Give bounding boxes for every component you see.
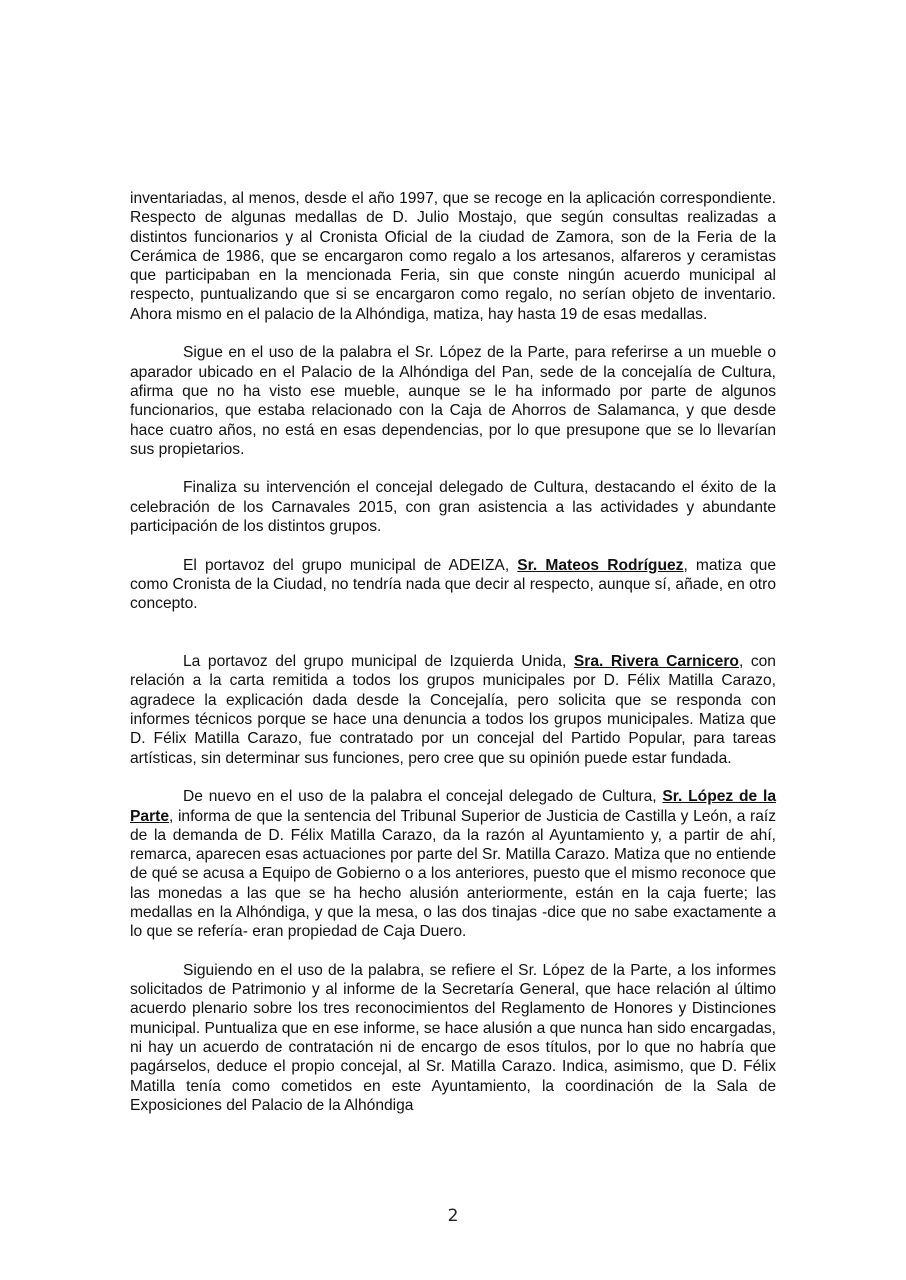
paragraph-5-lead: La portavoz del grupo municipal de Izquierda Unida, [183,653,574,671]
paragraph-1: inventariadas, al menos, desde el año 1997, que se recoge en la aplicación correspondiente. Respecto de algunas medallas de D. Julio Mostajo, que según consultas realizadas a distintos funcionarios y al Cronista Oficial de la ciudad de Zamora, son de la Feria de la Cerámica de 1986, que se encargaron como regalo a los artesanos, alfareros y ceramistas que participaban en la mencionada Feria, sin que conste ningún acuerdo municipal al respecto, puntualizando que si se encargaron como regalo, no serían objeto de inventario. Ahora mismo en el palacio de la Alhóndiga, matiza, hay hasta 19 de esas medallas. [130,190,776,323]
paragraph-4-lead: El portavoz del grupo municipal de ADEIZA, [183,556,518,574]
paragraph-4 [130,556,776,614]
speaker-name: Sr. Mateos Rodríguez [517,556,684,574]
paragraph-3: Finaliza su intervención el concejal delegado de Cultura, destacando el éxito de la celebración de los Carnavales 2015, con gran asistencia a las actividades y abundante participación de los distintos grupos. [130,479,776,536]
page-number: 2 [447,1206,459,1226]
speaker-name: Sra. Rivera Carnicero [573,653,739,671]
paragraph-6 [130,787,776,941]
speaker-name: Sr. López de la Parte [130,788,776,825]
paragraph-6-lead: De nuevo en el uso de la palabra el concejal delegado de Cultura, [183,788,663,806]
paragraph-4-rest: , matiza que como Cronista de la Ciudad, no tendría nada que decir al respecto, aunque sí, añade, en otro concepto. [130,556,776,613]
paragraph-2: Sigue en el uso de la palabra el Sr. López de la Parte, para referirse a un mueble o aparador ubicado en el Palacio de la Alhóndiga del Pan, sede de la concejalía de Cultura, afirma que no ha visto ese mueble, aunque se le ha informado por parte de algunos funcionarios, que estaba relacionado con la Caja de Ahorros de Salamanca, y que desde hace cuatro años, no está en esas dependencias, por lo que presupone que se lo llevarían sus propietarios. [130,344,776,458]
body-text [130,189,776,1115]
paragraph-7: Siguiendo en el uso de la palabra, se refiere el Sr. López de la Parte, a los informes solicitados de Patrimonio y al informe de la Secretaría General, que hace relación al último acuerdo plenario sobre los tres reconocimientos del Reglamento de Honores y Distinciones municipal. Puntualiza que en ese informe, se hace alusión a que nunca han sido encargadas, ni hay un acuerdo de contratación ni de encargo de esos títulos, por lo que no habría que pagárselos, deduce el propio concejal, al Sr. Matilla Carazo. Indica, asimismo, que D. Félix Matilla tenía como cometidos en este Ayuntamiento, la coordinación de la Sala de Exposiciones del Palacio de la Alhóndiga [130,961,776,1114]
paragraph-5 [130,652,776,768]
paragraph-5-rest: , con relación a la carta remitida a todos los grupos municipales por D. Félix Matilla Carazo, agradece la explicación dada desde la Concejalía, pero solicita que se responda con informes técnicos porque se hace una denuncia a todos los grupos municipales. Matiza que D. Félix Matilla Carazo, fue contratado por un concejal del Partido Popular, para tareas artísticas, sin determinar sus funciones, pero cree que su opinión puede estar fundada. [130,653,776,767]
paragraph-6-rest: , informa de que la sentencia del Tribunal Superior de Justicia de Castilla y León, a raíz de la demanda de D. Félix Matilla Carazo, da la razón al Ayuntamiento y, a partir de ahí, remarca, aparecen esas actuaciones por parte del Sr. Matilla Carazo. Matiza que no entiende de qué se acusa a Equipo de Gobierno o a los anteriores, puesto que el mismo reconoce que las monedas a las que se ha hecho alusión anteriormente, están en la caja fuerte; las medallas en la Alhóndiga, y que la mesa, o las dos tinajas -dice que no sabe exactamente a lo que se refería- eran propiedad de Caja Duero. [130,807,776,941]
